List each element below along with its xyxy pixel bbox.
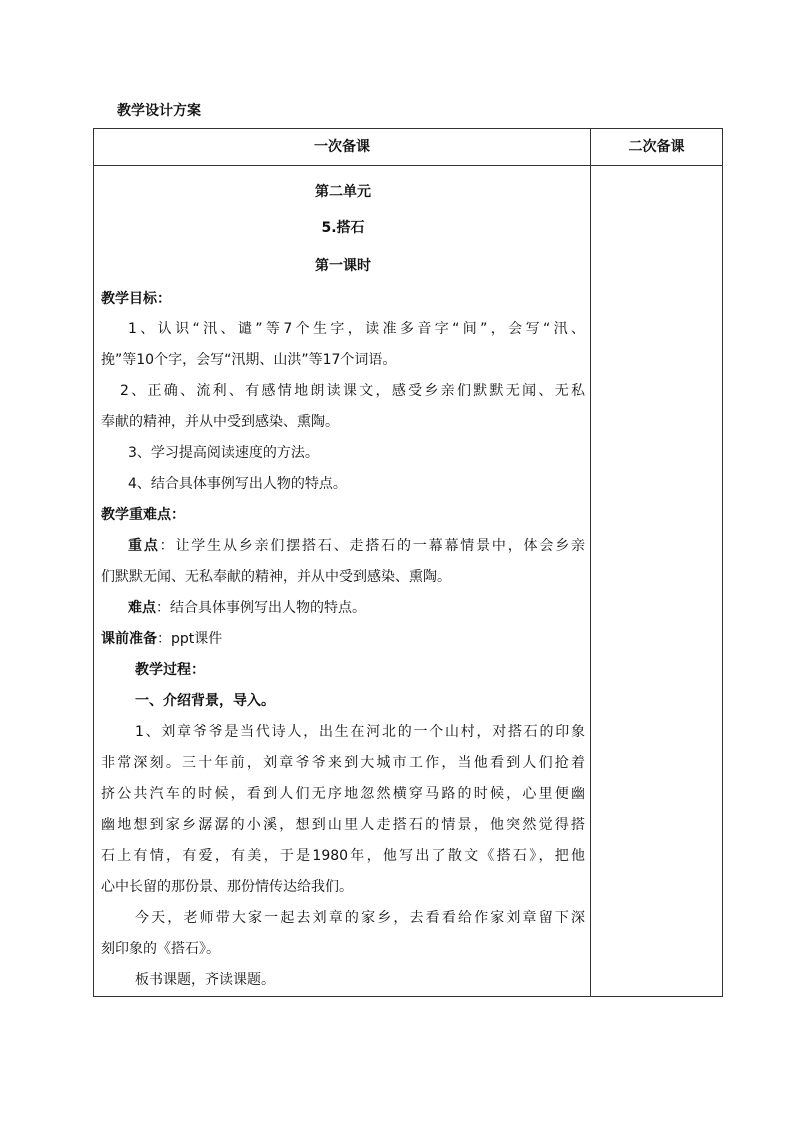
objective-1-line-2: 挽”等10个字，会写“汛期、山洪”等17个词语。 bbox=[101, 352, 397, 368]
objective-3: 3、学习提高阅读速度的方法。 bbox=[128, 445, 319, 461]
difficulty-line bbox=[128, 598, 585, 618]
key-point-line-2: 们默默无闻、无私奉献的精神，并从中受到感染、熏陶。 bbox=[101, 569, 451, 585]
key-point-line-1 bbox=[128, 536, 585, 556]
preparation-label: 课前准备 bbox=[101, 631, 157, 647]
key-point-text: ：让学生从乡亲们摆搭石、走搭石的一幕幕情景中，体会乡亲 bbox=[159, 538, 585, 554]
second-prep-cell bbox=[591, 166, 723, 997]
paragraph-1-line-6: 心中长留的那份景、那份情传达给我们。 bbox=[101, 879, 353, 895]
paragraph-1-line-2: 非常深刻。三十年前，刘章爷爷来到大城市工作，当他看到人们抢着 bbox=[101, 755, 585, 771]
process-heading: 教学过程： bbox=[135, 662, 205, 678]
objectives-heading: 教学目标： bbox=[101, 291, 171, 307]
difficulty-label: 难点 bbox=[128, 600, 156, 616]
paragraph-1-line-4: 幽地想到家乡潺潺的小溪，想到山里人走搭石的情景，他突然觉得搭 bbox=[101, 817, 585, 833]
first-prep-cell bbox=[94, 166, 591, 997]
lesson-plan-table bbox=[93, 128, 723, 997]
paragraph-2-line-2: 刻印象的《搭石》。 bbox=[101, 941, 220, 957]
unit-heading: 第二单元 bbox=[315, 184, 371, 200]
key-point-label: 重点 bbox=[128, 538, 160, 554]
objective-2-line-1: 2、正确、流利、有感情地朗读课文，感受乡亲们默默无闻、无私 bbox=[120, 383, 585, 399]
table-header-row bbox=[94, 129, 723, 166]
paragraph-2-line-1: 今天，老师带大家一起去刘章的家乡，去看看给作家刘章留下深 bbox=[135, 910, 585, 926]
objective-1-line-1: 1、认识“汛、谴”等7个生字，读准多音字“间”，会写“汛、 bbox=[128, 321, 585, 337]
lesson-content bbox=[101, 166, 585, 996]
paragraph-1-line-5: 石上有情，有爱，有美，于是1980年，他写出了散文《搭石》，把他 bbox=[101, 848, 585, 864]
lesson-title: 5.搭石 bbox=[321, 220, 365, 236]
table-body-row bbox=[94, 166, 723, 997]
preparation-text: ：ppt课件 bbox=[157, 631, 223, 647]
key-points-heading: 教学重难点： bbox=[101, 507, 185, 523]
period-heading: 第一课时 bbox=[315, 258, 371, 274]
difficulty-text: ：结合具体事例写出人物的特点。 bbox=[156, 600, 366, 616]
objective-4: 4、结合具体事例写出人物的特点。 bbox=[128, 476, 347, 492]
paragraph-1-line-3: 挤公共汽车的时候，看到人们无序地忽然横穿马路的时候，心里便幽 bbox=[101, 786, 585, 802]
document-title: 教学设计方案 bbox=[117, 103, 201, 119]
paragraph-3: 板书课题，齐读课题。 bbox=[135, 972, 275, 988]
preparation-line bbox=[101, 629, 585, 649]
section-1-heading: 一、介绍背景，导入。 bbox=[135, 693, 275, 709]
paragraph-1-line-1: 1、刘章爷爷是当代诗人，出生在河北的一个山村，对搭石的印象 bbox=[135, 724, 585, 740]
first-prep-header: 一次备课 bbox=[94, 129, 591, 166]
objective-2-line-2: 奉献的精神，并从中受到感染、熏陶。 bbox=[101, 414, 339, 430]
second-prep-header: 二次备课 bbox=[591, 129, 723, 166]
